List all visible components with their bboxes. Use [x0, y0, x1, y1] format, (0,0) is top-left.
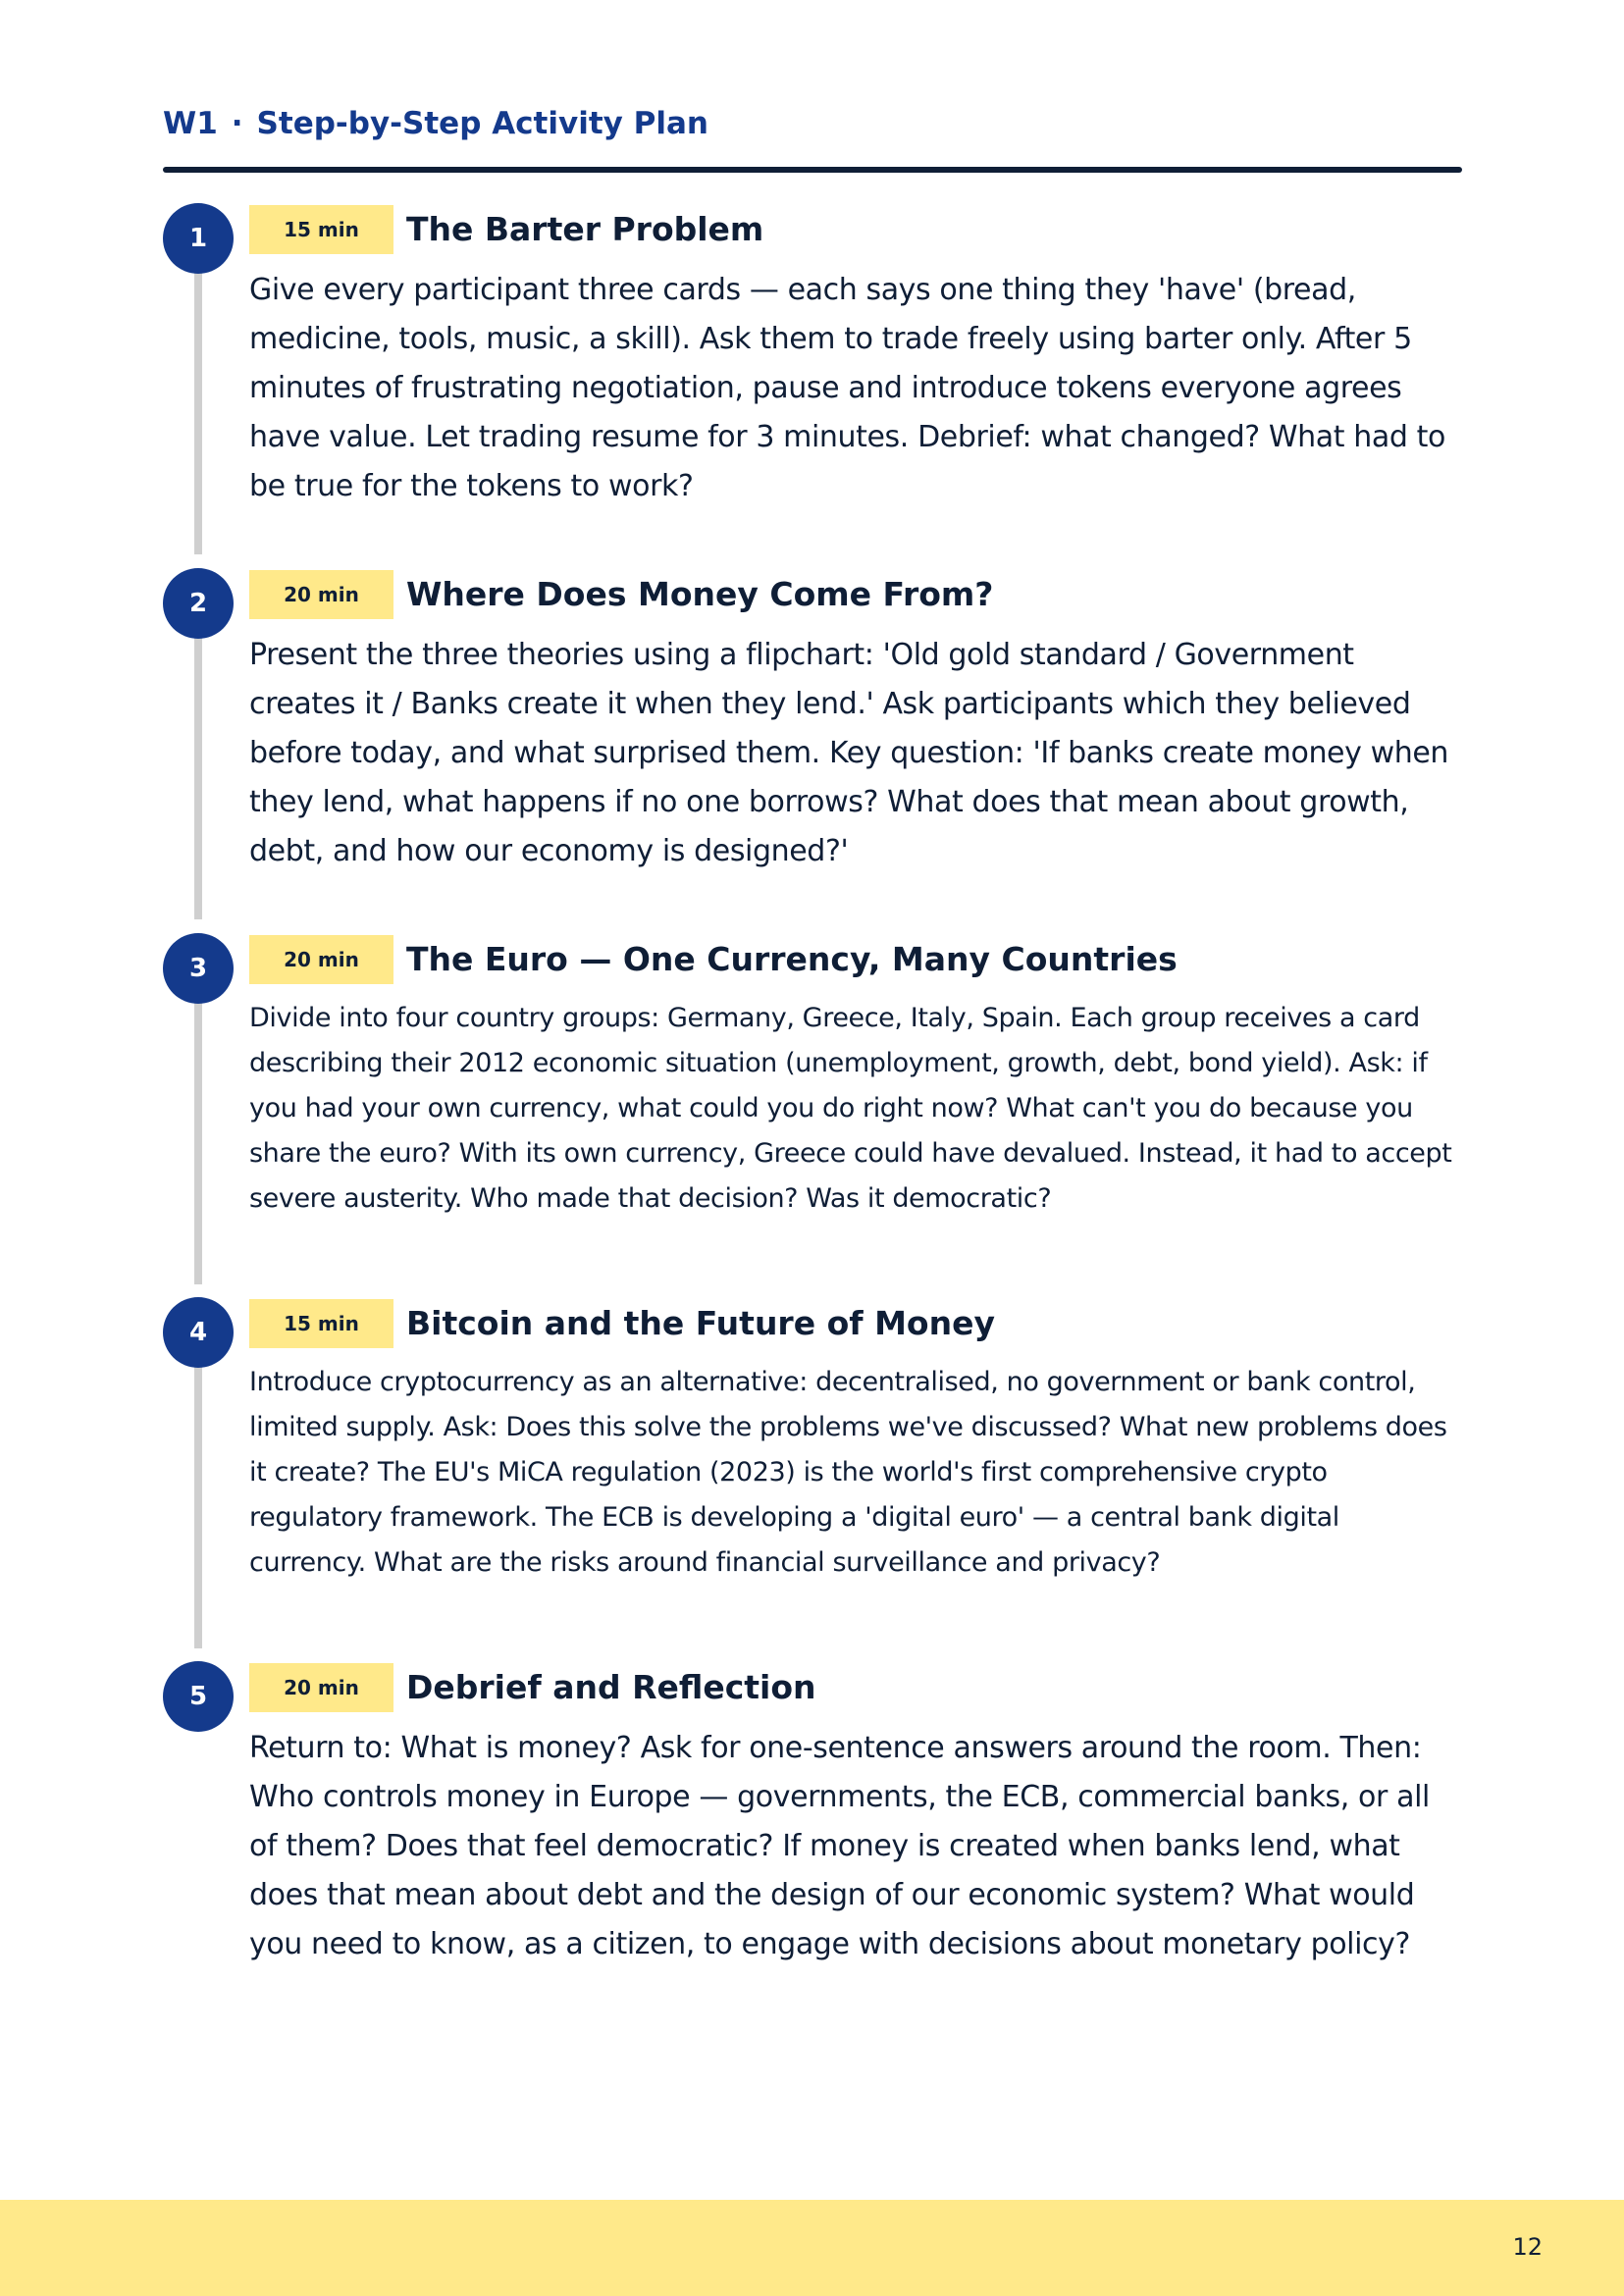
step-number-badge: 5	[163, 1661, 234, 1732]
duration-tag: 15 min	[249, 205, 393, 254]
page-header	[163, 106, 708, 141]
timeline-connector	[194, 1331, 202, 1648]
step-number-badge: 4	[163, 1297, 234, 1368]
duration-tag: 20 min	[249, 935, 393, 984]
step-description: Introduce cryptocurrency as an alternative: decentralised, no government or bank control, limited supply. Ask: Does this solve the problems we've discussed? What new problems does it create? The EU's MiCA regulation (2023) is the world's first comprehensive crypto regulatory framework. The ECB is developing a 'digital euro' — a central bank digital currency. What are the risks around financial surveillance and privacy?	[249, 1367, 1447, 1578]
header-rule	[163, 167, 1462, 173]
step-description: Present the three theories using a flipchart: 'Old gold standard / Government creates it / Banks create it when they lend.' Ask participants which they believed before today, and what surprised them. Key question: 'If banks create money when they lend, what happens if no one borrows? What does that mean about growth, debt, and how our economy is designed?'	[249, 638, 1449, 868]
timeline-connector	[194, 967, 202, 1284]
page-footer	[0, 2200, 1624, 2296]
duration-tag: 20 min	[249, 570, 393, 619]
step-title: The Barter Problem	[406, 210, 764, 248]
step-description: Divide into four country groups: Germany, Greece, Italy, Spain. Each group receives a card describing their 2012 economic situation (unemployment, growth, debt, bond yield). Ask: if you had your own currency, what could you do right now? What can't you do because you share the euro? With its own currency, Greece could have devalued. Instead, it had to accept severe austerity. Who made that decision? Was it democratic?	[249, 1003, 1452, 1214]
step-description: Return to: What is money? Ask for one-sentence answers around the room. Then: Who controls money in Europe — governments, the ECB, commercial banks, or all of them? Does that feel democratic? If money is created when banks lend, what does that mean about debt and the design of our economic system? What would you need to know, as a citizen, to engage with decisions about monetary policy?	[249, 1731, 1430, 1961]
step-title: The Euro — One Currency, Many Countries	[406, 940, 1178, 978]
step-title: Where Does Money Come From?	[406, 575, 994, 613]
timeline-connector	[194, 602, 202, 919]
step-number-badge: 1	[163, 203, 234, 274]
step-title: Bitcoin and the Future of Money	[406, 1304, 995, 1342]
step-number-badge: 3	[163, 933, 234, 1004]
step-title: Debrief and Reflection	[406, 1668, 816, 1706]
step-description: Give every participant three cards — each says one thing they 'have' (bread, medicine, tools, music, a skill). Ask them to trade freely using barter only. After 5 minutes of frustrating negotiation, pause and introduce tokens everyone agrees have value. Let trading resume for 3 minutes. Debrief: what changed? What had to be true for the tokens to work?	[249, 273, 1445, 503]
step-number-badge: 2	[163, 568, 234, 639]
page-title: Step-by-Step Activity Plan	[256, 106, 708, 141]
timeline-connector	[194, 237, 202, 554]
duration-tag: 15 min	[249, 1299, 393, 1348]
week-label: W1	[163, 106, 218, 141]
page-number: 12	[1512, 2233, 1543, 2261]
header-separator: ·	[231, 106, 243, 141]
duration-tag: 20 min	[249, 1663, 393, 1712]
